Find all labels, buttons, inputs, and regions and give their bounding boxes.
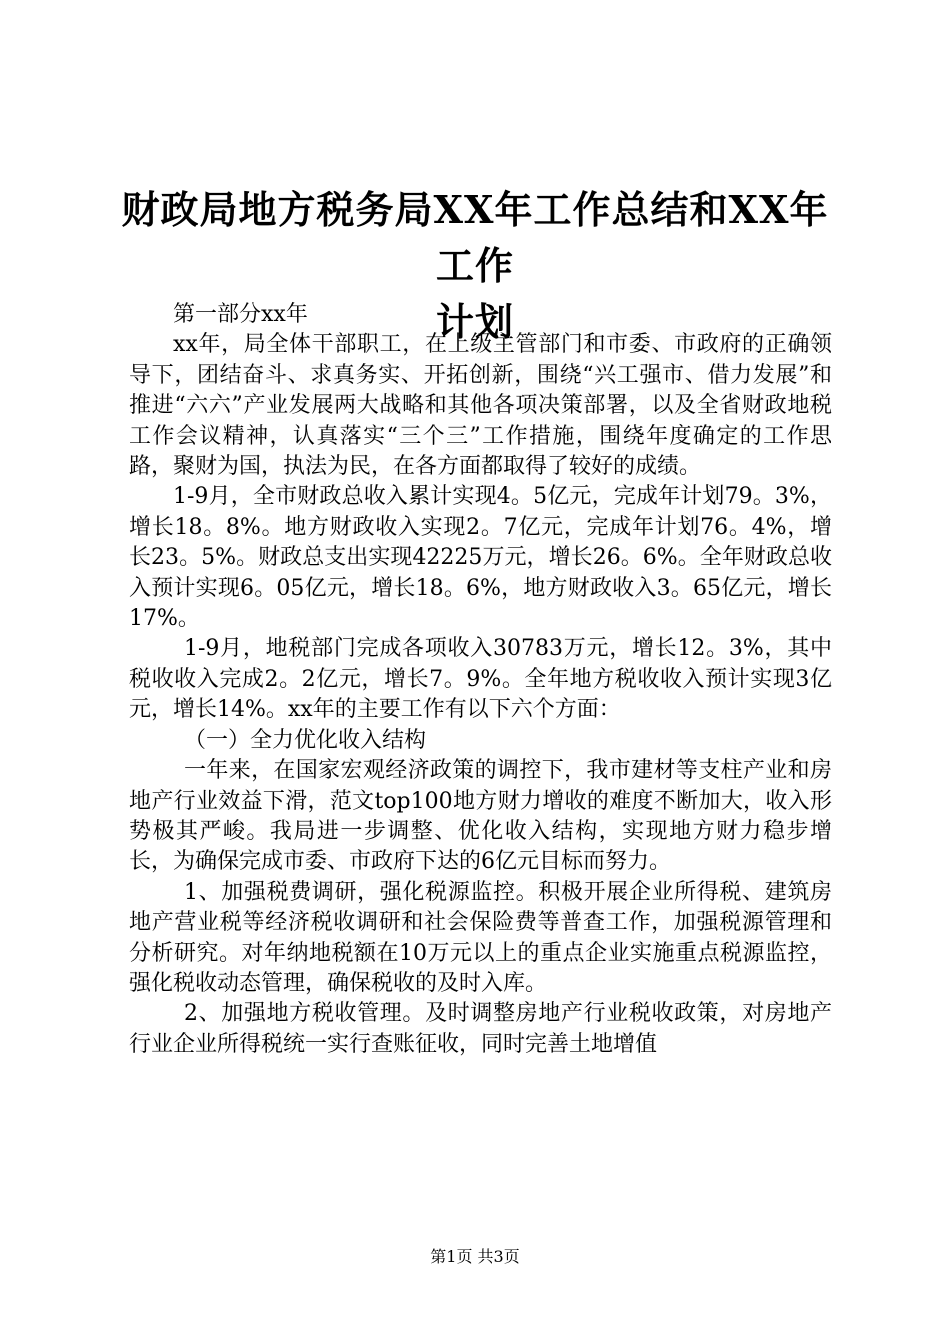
page-footer: 第1页 共3页 <box>430 1247 520 1266</box>
paragraph-tax-stats: 1-9月，地税部门完成各项收入30783万元，增长12。3%，其中税收收入完成2。2亿元，增长7。9%。全年地方税收收入预计实现3亿元，增长14%。xx年的主要工作有以下六个方面： <box>129 636 832 723</box>
paragraph-revenue-structure: 一年来，在国家宏观经济政策的调控下，我市建材等支柱产业和房地产行业效益下滑，范文top100地方财力增收的难度不断加大，收入形势极其严峻。我局进一步调整、优化收入结构，实现地方财力稳步增长，为确保完成市委、市政府下达的6亿元目标而努力。 <box>129 758 832 875</box>
paragraph-section-heading: 第一部分xx年 <box>173 302 308 327</box>
title-line-2: 计划 <box>435 299 514 344</box>
paragraph-finance-stats: 1-9月，全市财政总收入累计实现4。5亿元，完成年计划79。3%，增长18。8%。地方财政收入实现2。7亿元，完成年计划76。4%，增长23。5%。财政总支出实现42225万元，增长26。6%。全年财政总收入预计实现6。05亿元，增长18。6%，地方财政收入3。65亿元，增长17%。 <box>129 484 832 632</box>
title-line-1: 财政局地方税务局XX年工作总结和XX年工作 <box>121 187 829 288</box>
paragraph-item-2: 2、加强地方税收管理。及时调整房地产行业税收政策，对房地产行业企业所得税统一实行查账征收，同时完善土地增值 <box>129 1001 832 1057</box>
paragraph-item-1: 1、加强税费调研，强化税源监控。积极开展企业所得税、建筑房地产营业税等经济税收调研和社会保险费等普查工作，加强税源管理和分析研究。对年纳地税额在10万元以上的重点企业实施重点税源监控，强化税收动态管理，确保税收的及时入库。 <box>129 879 832 996</box>
document-body <box>129 300 832 1060</box>
paragraph-subheading-1: （一）全力优化收入结构 <box>184 727 427 753</box>
paragraph-intro: xx年，局全体干部职工，在上级主管部门和市委、市政府的正确领导下，团结奋斗、求真务实、开拓创新，围绕“兴工强市、借力发展”和推进“六六”产业发展两大战略和其他各项决策部署，以及全省财政地税工作会议精神，认真落实“三个三”工作措施，围绕年度确定的工作思路，聚财为国，执法为民，在各方面都取得了较好的成绩。 <box>129 332 832 480</box>
